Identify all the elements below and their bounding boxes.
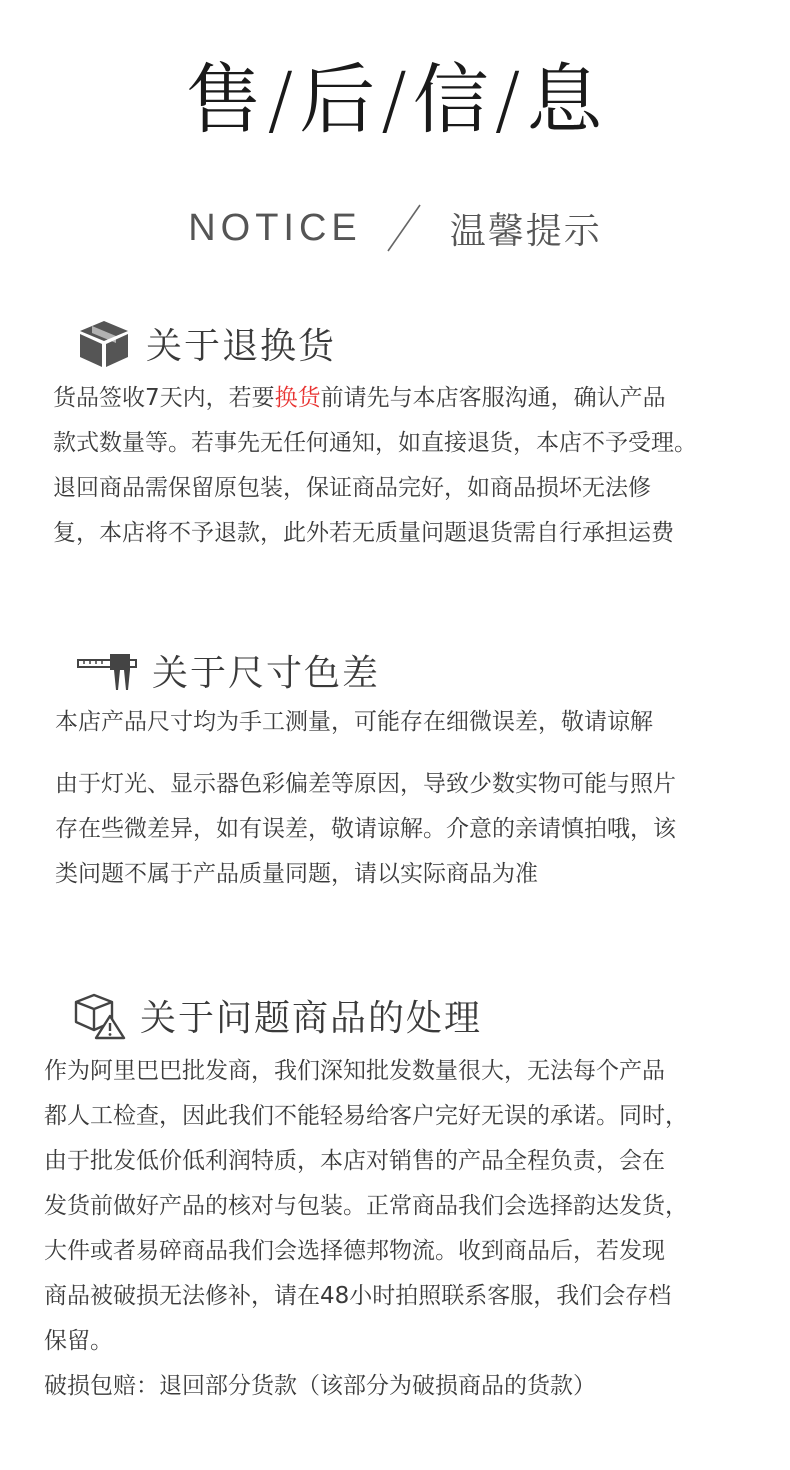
highlight-exchange: 换货: [274, 385, 321, 411]
section-heading-returns: [78, 318, 336, 369]
text-segment: 前请先与本店客服沟通，确认产品: [320, 385, 666, 411]
text-segment: 货品签收7天内，若要: [53, 385, 275, 411]
title-separator: /: [494, 55, 523, 144]
returns-paragraph: [53, 376, 697, 556]
slash-divider: [384, 203, 424, 253]
title-char: 售: [185, 55, 264, 144]
page-title: [0, 52, 790, 148]
section-heading-label: 关于退换货: [146, 326, 337, 367]
text-line: 都人工检查，因此我们不能轻易给客户完好无误的承诺。同时，: [44, 1103, 688, 1129]
text-line: 保留。: [44, 1328, 113, 1354]
title-char: 信: [412, 55, 491, 144]
box-icon: [78, 319, 130, 369]
text-line: [53, 376, 697, 421]
text-line: 款式数量等。若事先无任何通知，如直接退货，本店不予受理。: [53, 430, 697, 456]
text-line: 破损包赔：退回部分货款（该部分为破损商品的货款）: [44, 1373, 596, 1399]
section-heading-label: 关于尺寸色差: [152, 653, 381, 694]
title-separator: /: [267, 55, 296, 144]
text-line: 大件或者易碎商品我们会选择德邦物流。收到商品后，若发现: [44, 1238, 665, 1264]
text-line: 本店产品尺寸均为手工测量，可能存在细微误差，敬请谅解: [55, 709, 653, 735]
text-line: 存在些微差异，如有误差，敬请谅解。介意的亲请慎拍哦，该: [55, 816, 676, 842]
title-char: 息: [526, 55, 605, 144]
text-line: 作为阿里巴巴批发商，我们深知批发数量很大，无法每个产品: [44, 1058, 665, 1084]
text-line: 商品被破损无法修补，请在48小时拍照联系客服，我们会存档: [44, 1283, 672, 1309]
text-line: 由于灯光、显示器色彩偏差等原因，导致少数实物可能与照片: [55, 771, 676, 797]
text-line: 类问题不属于产品质量同题，请以实际商品为准: [55, 861, 538, 887]
caliper-icon: [76, 648, 138, 694]
section-heading-size-color: [76, 645, 380, 696]
text-line: 发货前做好产品的核对与包装。正常商品我们会选择韵达发货，: [44, 1193, 688, 1219]
text-line: 由于批发低价低利润特质，本店对销售的产品全程负责，会在: [44, 1148, 665, 1174]
problem-paragraph: [44, 1049, 688, 1409]
section-heading-label: 关于问题商品的处理: [140, 998, 483, 1039]
title-char: 后: [299, 55, 378, 144]
subtitle-en: NOTICE: [188, 206, 362, 249]
size-intro: [55, 700, 653, 745]
size-paragraph: [55, 762, 676, 897]
title-separator: /: [381, 55, 409, 144]
damaged-box-warning-icon: [72, 992, 126, 1040]
text-line: 复，本店将不予退款，此外若无质量问题退货需自行承担运费: [53, 520, 674, 546]
subtitle: [0, 198, 790, 258]
section-heading-problem-products: [72, 990, 482, 1041]
text-line: 退回商品需保留原包装，保证商品完好，如商品损坏无法修: [53, 475, 651, 501]
subtitle-cn: 温馨提示: [449, 210, 602, 252]
